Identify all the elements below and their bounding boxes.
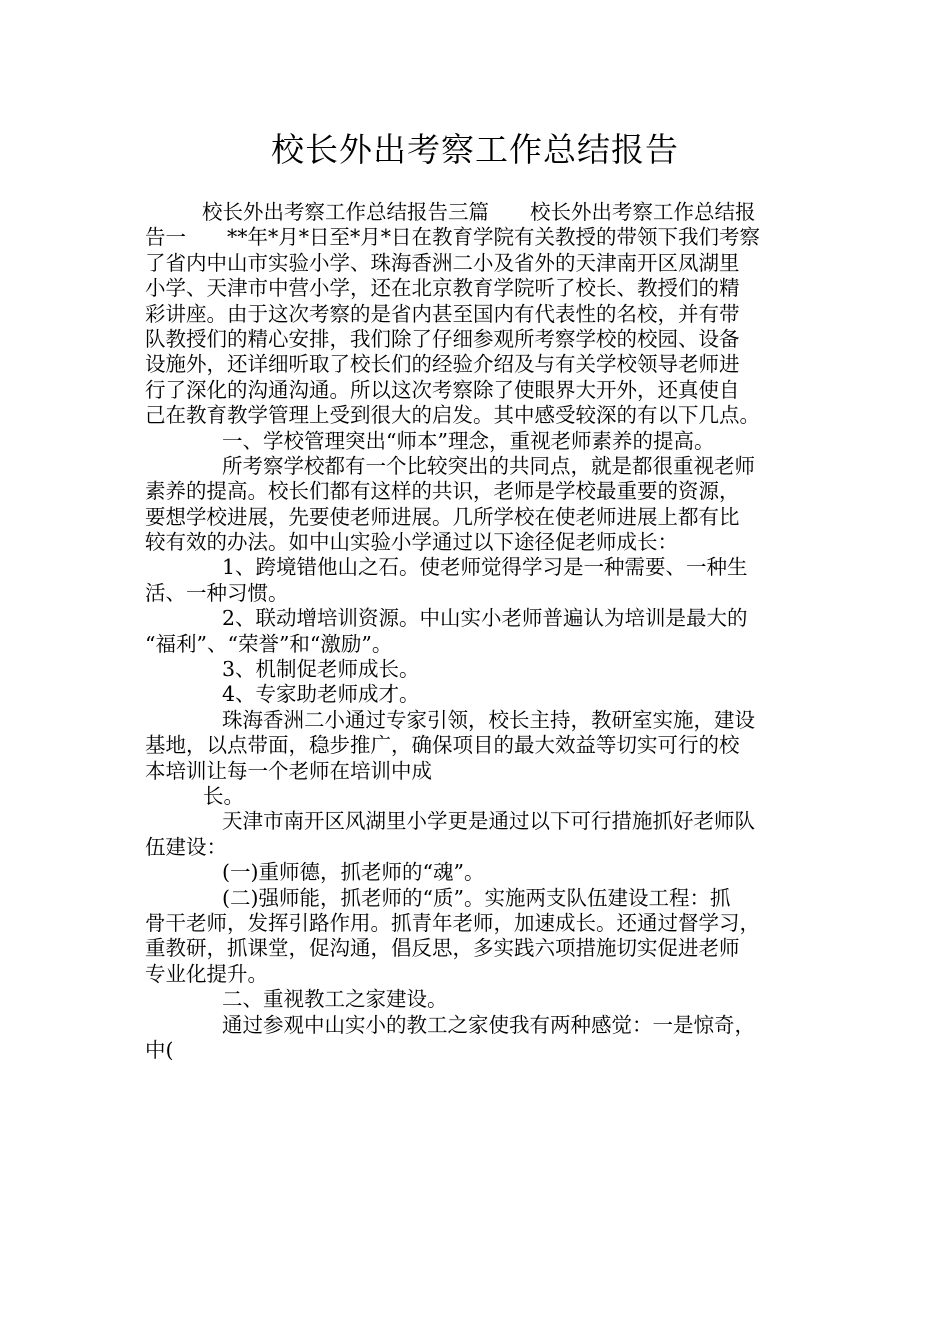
body-line: “福利”、“荣誉”和“激励”。 <box>145 631 393 656</box>
body-line: 设施外，还详细听取了校长们的经验介绍及与有关学校领导老师进 <box>145 352 740 377</box>
body-line: 素养的提高。校长们都有这样的共识，老师是学校最重要的资源， <box>145 479 740 504</box>
body-line: 本培训让每一个老师在培训中成 <box>145 758 432 783</box>
body-line: 伍建设： <box>145 834 227 859</box>
body-line: 天津市南开区风湖里小学更是通过以下可行措施抓好老师队 <box>222 809 755 834</box>
body-line: 长。 <box>203 783 244 808</box>
body-line: 校长外出考察工作总结报告三篇 校长外出考察工作总结报 <box>202 200 756 224</box>
body-line: 通过参观中山实小的教工之家使我有两种感觉：一是惊奇， <box>222 1012 755 1037</box>
list-item: 4、专家助老师成才。 <box>222 682 420 707</box>
body-line: 告一 **年*月*日至*月*日在教育学院有关教授的带领下我们考察 <box>145 225 760 250</box>
body-line: 重教研，抓课堂，促沟通，倡反思，多实践六项措施切实促进老师 <box>145 936 740 961</box>
body-line: 行了深化的沟通沟通。所以这次考察除了使眼界大开外，还真使自 <box>145 377 740 402</box>
body-line: 队教授们的精心安排，我们除了仔细参观所考察学校的校园、设备 <box>145 326 740 351</box>
body-line: 了省内中山市实验小学、珠海香洲二小及省外的天津南开区凤湖里 <box>145 250 740 275</box>
body-line: 专业化提升。 <box>145 961 268 986</box>
list-item: (一)重师德，抓老师的“魂”。 <box>222 860 485 885</box>
body-line: 活、一种习惯。 <box>145 580 289 605</box>
list-item: (二)强师能，抓老师的“质”。实施两支队伍建设工程：抓 <box>222 885 731 910</box>
body-line: 小学、天津市中营小学，还在北京教育学院听了校长、教授们的精 <box>145 276 740 301</box>
document-title: 校长外出考察工作总结报告 <box>271 130 679 169</box>
body-line: 所考察学校都有一个比较突出的共同点，就是都很重视老师 <box>222 453 755 478</box>
body-line: 珠海香洲二小通过专家引领，校长主持，教研室实施，建设 <box>222 707 755 732</box>
list-item: 2、联动增培训资源。中山实小老师普遍认为培训是最大的 <box>222 606 748 631</box>
body-line: 彩讲座。由于这次考察的是省内甚至国内有代表性的名校，并有带 <box>145 301 740 326</box>
body-line: 较有效的办法。如中山实验小学通过以下途径促老师成长： <box>145 530 678 555</box>
section-heading: 一、学校管理突出“师本”理念，重视老师素养的提高。 <box>222 428 715 453</box>
body-line: 基地，以点带面，稳步推广，确保项目的最大效益等切实可行的校 <box>145 733 740 758</box>
body-line: 己在教育教学管理上受到很大的启发。其中感受较深的有以下几点。 <box>145 403 760 428</box>
list-item: 3、机制促老师成长。 <box>222 657 420 682</box>
body-line: 中( <box>145 1037 174 1062</box>
list-item: 1、跨境错他山之石。使老师觉得学习是一种需要、一种生 <box>222 555 748 580</box>
body-line: 骨干老师，发挥引路作用。抓青年老师，加速成长。还通过督学习， <box>145 910 760 935</box>
section-heading: 二、重视教工之家建设。 <box>222 987 448 1012</box>
body-line: 要想学校进展，先要使老师进展。几所学校在使老师进展上都有比 <box>145 504 740 529</box>
document-body <box>145 200 825 1063</box>
